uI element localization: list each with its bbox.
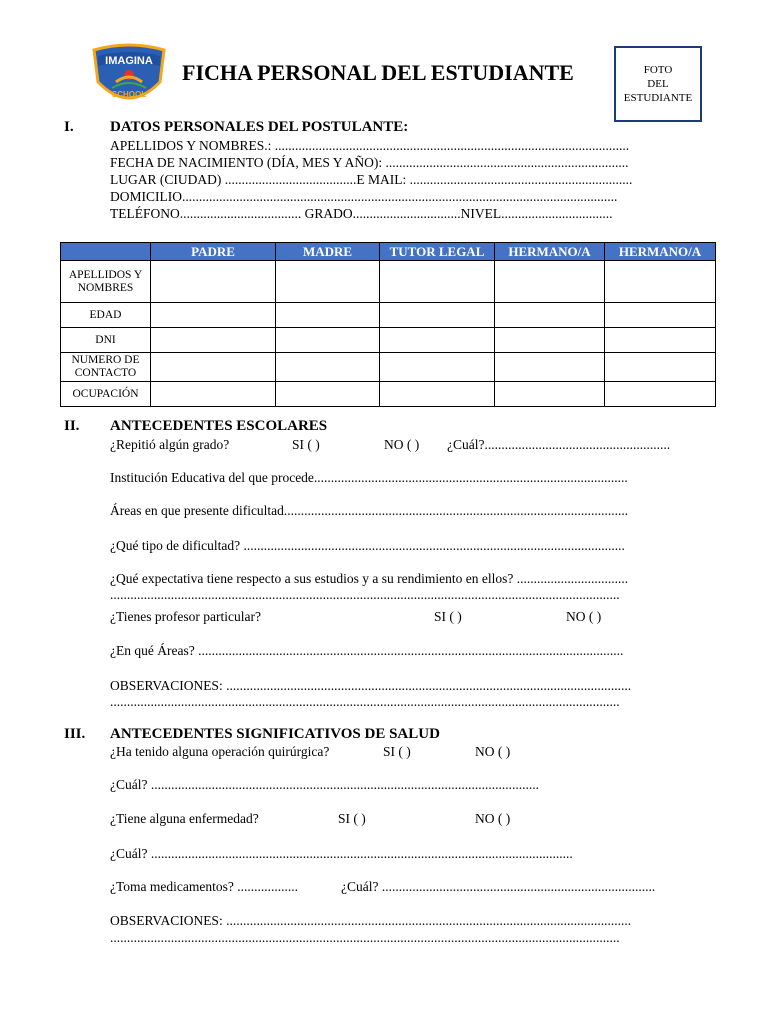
table-header: TUTOR LEGAL: [380, 243, 495, 261]
q-operacion-label: ¿Ha tenido alguna operación quirúrgica?: [110, 744, 330, 759]
table-cell[interactable]: [605, 382, 716, 407]
table-cell[interactable]: [495, 353, 605, 382]
q-operacion-si[interactable]: SI ( ): [383, 744, 411, 759]
field-lugar-email[interactable]: LUGAR (CIUDAD) .......................................E MAIL: ..................................................................: [110, 172, 633, 187]
table-cell[interactable]: [151, 382, 276, 407]
photo-box-line: ESTUDIANTE: [623, 92, 693, 104]
school-logo: [88, 42, 170, 110]
row-header: NUMERO DE CONTACTO: [61, 353, 151, 382]
q-profesor-si[interactable]: SI ( ): [434, 609, 462, 624]
field-observaciones-3-cont[interactable]: .......................................................................................................................................................: [110, 930, 620, 945]
family-table: [60, 242, 716, 407]
field-telefono-grado-nivel[interactable]: TELÉFONO.................................... GRADO................................NIVEL.................................: [110, 206, 613, 221]
table-cell[interactable]: [276, 353, 380, 382]
table-header: HERMANO/A: [495, 243, 605, 261]
field-fecha-nacimiento[interactable]: FECHA DE NACIMIENTO (DÍA, MES Y AÑO): ........................................................................: [110, 155, 629, 170]
field-domicilio[interactable]: DOMICILIO.................................................................................................................................: [110, 189, 618, 204]
q-enfermedad-label: ¿Tiene alguna enfermedad?: [110, 811, 259, 826]
q-enfermedad-no[interactable]: NO ( ): [475, 811, 511, 826]
table-header: MADRE: [276, 243, 380, 261]
section-3-title: ANTECEDENTES SIGNIFICATIVOS DE SALUD: [110, 726, 440, 742]
q-operacion-no[interactable]: NO ( ): [475, 744, 511, 759]
q-repitio-si[interactable]: SI ( ): [292, 437, 320, 452]
row-header: DNI: [61, 328, 151, 353]
q-medicamentos-cual[interactable]: ¿Cuál? .................................................................................: [341, 879, 656, 894]
section-2-number: II.: [64, 418, 80, 434]
section-2-title: ANTECEDENTES ESCOLARES: [110, 418, 328, 434]
section-1-number: I.: [64, 119, 74, 135]
table-cell[interactable]: [380, 303, 495, 328]
q-profesor-label: ¿Tienes profesor particular?: [110, 609, 261, 624]
row-header: APELLIDOS Y NOMBRES: [61, 261, 151, 303]
q-repitio-cual[interactable]: ¿Cuál?.......................................................: [447, 437, 671, 452]
q-enfermedad-si[interactable]: SI ( ): [338, 811, 366, 826]
table-cell[interactable]: [380, 261, 495, 303]
table-cell[interactable]: [380, 353, 495, 382]
table-cell[interactable]: [276, 261, 380, 303]
table-cell[interactable]: [605, 261, 716, 303]
table-cell[interactable]: [605, 353, 716, 382]
svg-text:IMAGINA: IMAGINA: [105, 55, 153, 67]
field-observaciones-2-cont[interactable]: .......................................................................................................................................................: [110, 694, 620, 709]
q-repitio-no[interactable]: NO ( ): [384, 437, 420, 452]
field-observaciones-2[interactable]: OBSERVACIONES: ........................................................................................................................: [110, 678, 632, 693]
table-cell[interactable]: [151, 303, 276, 328]
table-cell[interactable]: [495, 328, 605, 353]
table-cell[interactable]: [151, 353, 276, 382]
row-header: OCUPACIÓN: [61, 382, 151, 407]
table-header: PADRE: [151, 243, 276, 261]
photo-box-line: DEL: [647, 78, 669, 90]
section-3-number: III.: [64, 726, 86, 742]
svg-text:SCHOOL: SCHOOL: [111, 90, 147, 99]
table-cell[interactable]: [380, 382, 495, 407]
table-header: HERMANO/A: [605, 243, 716, 261]
table-cell[interactable]: [380, 328, 495, 353]
table-cell[interactable]: [151, 328, 276, 353]
row-header: EDAD: [61, 303, 151, 328]
field-institucion[interactable]: Institución Educativa del que procede.............................................................................................: [110, 470, 628, 485]
field-enfermedad-cual[interactable]: ¿Cuál? .............................................................................................................................: [110, 846, 573, 861]
table-cell[interactable]: [605, 303, 716, 328]
q-repitio-label: ¿Repitió algún grado?: [110, 437, 230, 452]
document-title: FICHA PERSONAL DEL ESTUDIANTE: [182, 60, 574, 85]
field-apellidos-nombres[interactable]: APELLIDOS Y NOMBRES.: .........................................................................................................: [110, 138, 630, 153]
field-expectativa[interactable]: ¿Qué expectativa tiene respecto a sus estudios y a su rendimiento en ellos? .................................: [110, 571, 629, 586]
field-observaciones-3[interactable]: OBSERVACIONES: ........................................................................................................................: [110, 913, 632, 928]
table-cell[interactable]: [495, 261, 605, 303]
table-cell[interactable]: [276, 328, 380, 353]
table-header: [61, 243, 151, 261]
table-cell[interactable]: [495, 303, 605, 328]
table-cell[interactable]: [151, 261, 276, 303]
table-cell[interactable]: [495, 382, 605, 407]
field-areas-dificultad[interactable]: Áreas en que presente dificultad......................................................................................................: [110, 503, 629, 518]
photo-box: [614, 46, 702, 122]
q-profesor-no[interactable]: NO ( ): [566, 609, 602, 624]
field-tipo-dificultad[interactable]: ¿Qué tipo de dificultad? .................................................................................................................: [110, 538, 625, 553]
table-cell[interactable]: [276, 382, 380, 407]
section-1-title: DATOS PERSONALES DEL POSTULANTE:: [110, 119, 409, 135]
q-medicamentos-label[interactable]: ¿Toma medicamentos? ..................: [110, 879, 299, 894]
field-expectativa-cont[interactable]: .......................................................................................................................................................: [110, 587, 620, 602]
table-cell[interactable]: [276, 303, 380, 328]
field-en-que-areas[interactable]: ¿En qué Áreas? ..............................................................................................................................: [110, 643, 624, 658]
field-operacion-cual[interactable]: ¿Cuál? ...................................................................................................................: [110, 777, 539, 792]
photo-box-line: FOTO: [643, 64, 673, 76]
table-cell[interactable]: [605, 328, 716, 353]
